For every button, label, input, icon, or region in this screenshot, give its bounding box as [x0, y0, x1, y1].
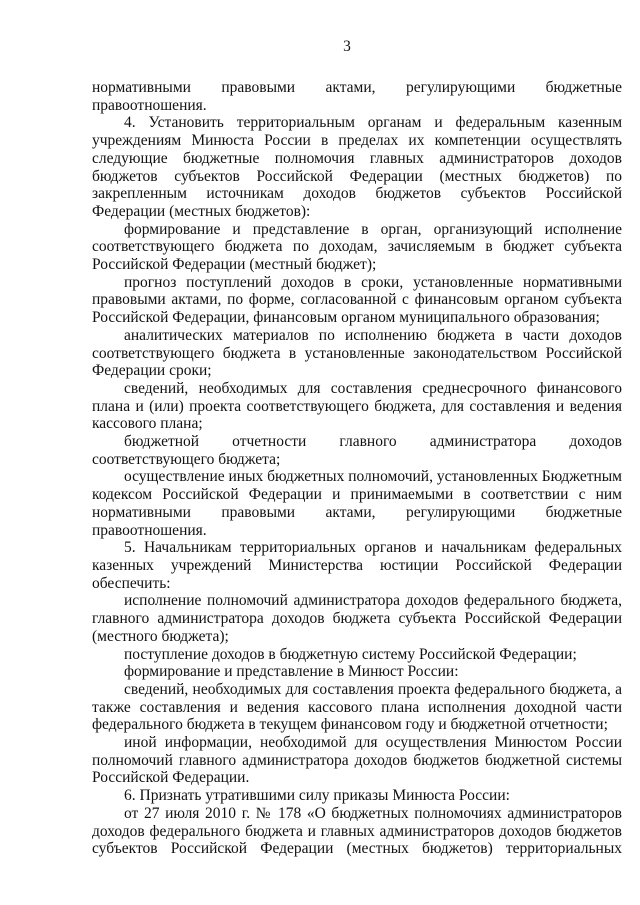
text-line: сведений, необходимых для составления среднесрочного финансового	[124, 379, 622, 397]
text-line: кодексом Российской Федерации и принимаемыми в соответствии с ним	[92, 486, 622, 504]
text-line: аналитических материалов по исполнению бюджета в части доходов	[124, 326, 622, 344]
paragraph	[92, 221, 622, 274]
paragraph	[92, 433, 622, 468]
text-line: формирование и представление в Минюст России:	[124, 663, 459, 681]
text-line: Федерации сроки;	[92, 362, 212, 380]
text-line: 6. Признать утратившими силу приказы Минюста России:	[124, 787, 510, 805]
text-line: нормативными правовыми актами, регулирующими бюджетные	[92, 79, 622, 96]
text-line: обеспечить:	[92, 574, 171, 592]
paragraph	[92, 327, 622, 380]
text-line: нормативными правовыми актами, регулирующими бюджетные	[92, 503, 622, 521]
text-line: правоотношения.	[92, 96, 207, 114]
text-line: от 27 июля 2010 г. № 178 «О бюджетных полномочиях администраторов	[124, 804, 622, 822]
text-line: 5. Начальникам территориальных органов и начальникам федеральных	[124, 539, 622, 557]
text-line: кассового плана;	[92, 415, 203, 433]
paragraph	[92, 787, 622, 805]
text-line: субъектов Российской Федерации (местных бюджетов) территориальных	[92, 840, 622, 858]
text-line: бюджетов субъектов Российской Федерации (местных бюджетов) по	[92, 167, 622, 185]
text-line: соответствующего бюджета в установленные законодательством Российской	[92, 344, 622, 362]
text-line: исполнение полномочий администратора доходов федерального бюджета,	[124, 592, 622, 610]
text-line: правовыми актами, по форме, согласованной с финансовым органом субъекта	[92, 291, 622, 309]
paragraph	[92, 274, 622, 327]
paragraph	[92, 114, 622, 220]
paragraph	[92, 663, 622, 681]
text-line: также составления и ведения кассового плана исполнения доходной части	[92, 698, 622, 716]
text-line: формирование и представление в орган, организующий исполнение	[124, 220, 622, 238]
text-line: прогноз поступлений доходов в сроки, установленные нормативными	[124, 273, 622, 291]
text-line: 4. Установить территориальным органам и федеральным казенным	[124, 114, 622, 132]
text-line: Российской Федерации (местный бюджет);	[92, 256, 377, 274]
document-body	[92, 79, 622, 858]
paragraph	[92, 681, 622, 734]
paragraph	[92, 592, 622, 645]
text-line: (местного бюджета);	[92, 627, 229, 645]
paragraph	[92, 646, 622, 664]
text-line: поступление доходов в бюджетную систему Российской Федерации;	[124, 645, 577, 663]
text-line: главного администратора доходов бюджета субъекта Российской Федерации	[92, 610, 622, 628]
text-line: закрепленным источникам доходов бюджетов субъектов Российской	[92, 185, 622, 203]
text-line: соответствующего бюджета;	[92, 450, 281, 468]
page-number: 3	[343, 38, 351, 55]
text-line: следующие бюджетные полномочия главных администраторов доходов	[92, 149, 622, 167]
text-line: федерального бюджета в текущем финансовом году и бюджетной отчетности;	[92, 716, 608, 734]
text-line: соответствующего бюджета по доходам, зачисляемым в бюджет субъекта	[92, 238, 622, 256]
paragraph	[92, 734, 622, 787]
text-line: плана и (или) проекта соответствующего бюджета, для составления и ведения	[92, 397, 622, 415]
text-line: доходов федерального бюджета и главных администраторов доходов бюджетов	[92, 822, 622, 840]
text-line: Федерации (местных бюджетов):	[92, 202, 311, 220]
paragraph	[92, 539, 622, 592]
text-line: осуществление иных бюджетных полномочий, установленных Бюджетным	[124, 468, 622, 486]
text-line: бюджетной отчетности главного администратора доходов	[124, 433, 622, 451]
paragraph	[92, 805, 622, 858]
paragraph	[92, 79, 622, 114]
text-line: Российской Федерации.	[92, 769, 250, 787]
paragraph	[92, 468, 622, 539]
text-line: полномочий главного администратора доходов бюджетов бюджетной системы	[92, 751, 622, 769]
text-line: иной информации, необходимой для осуществления Минюстом России	[124, 734, 622, 752]
text-line: учреждениям Минюста России в пределах их компетенции осуществлять	[92, 132, 622, 150]
text-line: правоотношения.	[92, 521, 207, 539]
text-line: Российской Федерации, финансовым органом муниципального образования;	[92, 309, 600, 327]
text-line: сведений, необходимых для составления проекта федерального бюджета, а	[124, 680, 622, 698]
paragraph	[92, 380, 622, 433]
text-line: казенных учреждений Министерства юстиции Российской Федерации	[92, 556, 622, 574]
